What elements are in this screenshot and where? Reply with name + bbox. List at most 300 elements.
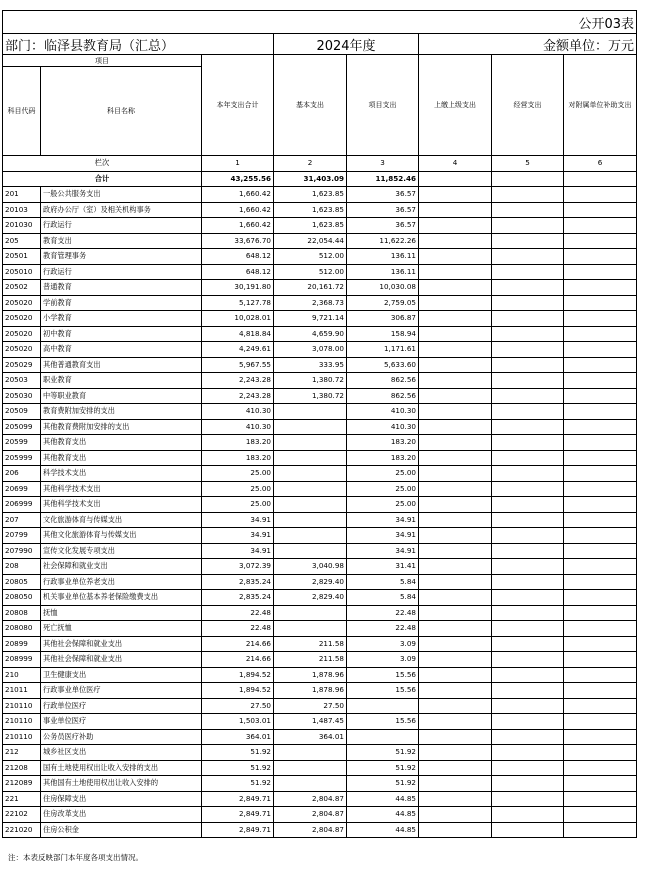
row-project: 44.85	[347, 807, 419, 823]
row-basic	[274, 605, 347, 621]
row-code: 205010	[3, 264, 41, 280]
table-row	[3, 295, 637, 311]
row-code: 210110	[3, 729, 41, 745]
row-code: 20599	[3, 435, 41, 451]
table-row	[3, 512, 637, 528]
row-subsidy	[564, 543, 637, 559]
table-row	[3, 435, 637, 451]
row-upper	[419, 776, 492, 792]
row-total: 2,849.71	[202, 822, 274, 838]
row-project: 44.85	[347, 822, 419, 838]
row-upper	[419, 636, 492, 652]
table-row	[3, 357, 637, 373]
row-basic: 2,804.87	[274, 822, 347, 838]
row-project: 183.20	[347, 450, 419, 466]
row-business	[492, 667, 564, 683]
table-row	[3, 683, 637, 699]
row-upper	[419, 357, 492, 373]
row-total: 214.66	[202, 652, 274, 668]
row-basic: 20,161.72	[274, 280, 347, 296]
row-total: 1,503.01	[202, 714, 274, 730]
row-total: 34.91	[202, 543, 274, 559]
row-total: 27.50	[202, 698, 274, 714]
row-name: 教育支出	[41, 233, 202, 249]
row-project: 51.92	[347, 760, 419, 776]
row-subsidy	[564, 807, 637, 823]
row-total: 10,028.01	[202, 311, 274, 327]
row-upper	[419, 714, 492, 730]
row-basic	[274, 528, 347, 544]
row-basic: 512.00	[274, 264, 347, 280]
row-upper	[419, 373, 492, 389]
table-row	[3, 202, 637, 218]
row-business	[492, 745, 564, 761]
row-code: 221	[3, 791, 41, 807]
row-name: 其他科学技术支出	[41, 481, 202, 497]
row-total: 183.20	[202, 450, 274, 466]
row-basic: 211.58	[274, 636, 347, 652]
row-total: 5,967.55	[202, 357, 274, 373]
row-subsidy	[564, 590, 637, 606]
row-upper	[419, 295, 492, 311]
table-body	[3, 156, 637, 838]
row-upper	[419, 466, 492, 482]
row-basic: 512.00	[274, 249, 347, 265]
row-name: 行政单位医疗	[41, 698, 202, 714]
row-business	[492, 233, 564, 249]
row-code: 21208	[3, 760, 41, 776]
row-name: 中等职业教育	[41, 388, 202, 404]
row-subsidy	[564, 326, 637, 342]
row-name: 普通教育	[41, 280, 202, 296]
expenditure-sheet	[2, 10, 636, 838]
table-row	[3, 342, 637, 358]
row-project: 22.48	[347, 605, 419, 621]
row-upper	[419, 528, 492, 544]
table-row	[3, 605, 637, 621]
unit-label: 金额单位：万元	[419, 34, 637, 55]
row-total: 25.00	[202, 466, 274, 482]
row-subsidy	[564, 698, 637, 714]
row-subsidy	[564, 233, 637, 249]
row-total: 30,191.80	[202, 280, 274, 296]
table-row	[3, 388, 637, 404]
row-upper	[419, 388, 492, 404]
row-basic: 1,487.45	[274, 714, 347, 730]
row-basic: 1,380.72	[274, 373, 347, 389]
row-business	[492, 590, 564, 606]
row-upper	[419, 264, 492, 280]
table-row	[3, 218, 637, 234]
row-project: 34.91	[347, 512, 419, 528]
row-total: 51.92	[202, 745, 274, 761]
header-name: 科目名称	[41, 67, 202, 156]
row-upper	[419, 791, 492, 807]
row-total: 410.30	[202, 419, 274, 435]
row-upper	[419, 497, 492, 513]
row-business	[492, 807, 564, 823]
row-name: 住房保障支出	[41, 791, 202, 807]
row-total: 1,660.42	[202, 218, 274, 234]
row-code: 205999	[3, 450, 41, 466]
total-label: 合计	[3, 171, 202, 187]
total-project: 11,852.46	[347, 171, 419, 187]
row-basic: 1,878.96	[274, 667, 347, 683]
row-code: 210110	[3, 698, 41, 714]
row-basic: 211.58	[274, 652, 347, 668]
row-project: 36.57	[347, 218, 419, 234]
row-business	[492, 683, 564, 699]
department-label: 部门：临泽县教育局（汇总）	[3, 34, 274, 55]
row-code: 205099	[3, 419, 41, 435]
row-total: 22.48	[202, 605, 274, 621]
row-name: 行政事业单位医疗	[41, 683, 202, 699]
table-row	[3, 745, 637, 761]
row-total: 2,835.24	[202, 590, 274, 606]
row-project: 51.92	[347, 745, 419, 761]
table-row	[3, 528, 637, 544]
row-business	[492, 497, 564, 513]
row-code: 20799	[3, 528, 41, 544]
row-business	[492, 202, 564, 218]
row-code: 20699	[3, 481, 41, 497]
row-business	[492, 559, 564, 575]
row-upper	[419, 404, 492, 420]
row-business	[492, 636, 564, 652]
row-code: 20899	[3, 636, 41, 652]
total-upper	[419, 171, 492, 187]
header-row-1	[3, 55, 637, 67]
row-basic	[274, 745, 347, 761]
row-business	[492, 481, 564, 497]
table-row	[3, 543, 637, 559]
row-upper	[419, 760, 492, 776]
row-subsidy	[564, 745, 637, 761]
row-upper	[419, 807, 492, 823]
row-business	[492, 249, 564, 265]
row-name: 公务员医疗补助	[41, 729, 202, 745]
row-business	[492, 342, 564, 358]
table-row	[3, 621, 637, 637]
row-name: 其他教育支出	[41, 435, 202, 451]
row-project: 36.57	[347, 187, 419, 203]
row-business	[492, 326, 564, 342]
row-total: 2,243.28	[202, 388, 274, 404]
row-total: 5,127.78	[202, 295, 274, 311]
row-project: 306.87	[347, 311, 419, 327]
row-code: 205030	[3, 388, 41, 404]
row-total: 22.48	[202, 621, 274, 637]
row-code: 205020	[3, 311, 41, 327]
row-business	[492, 388, 564, 404]
row-total: 34.91	[202, 512, 274, 528]
row-name: 政府办公厅（室）及相关机构事务	[41, 202, 202, 218]
row-upper	[419, 543, 492, 559]
row-name: 行政事业单位养老支出	[41, 574, 202, 590]
table-row	[3, 760, 637, 776]
row-subsidy	[564, 264, 637, 280]
row-code: 212089	[3, 776, 41, 792]
row-subsidy	[564, 791, 637, 807]
table-row	[3, 791, 637, 807]
row-code: 208	[3, 559, 41, 575]
year-label: 2024年度	[274, 34, 419, 55]
row-total: 2,835.24	[202, 574, 274, 590]
table-row	[3, 450, 637, 466]
row-name: 机关事业单位基本养老保险缴费支出	[41, 590, 202, 606]
row-name: 住房公积金	[41, 822, 202, 838]
row-code: 205029	[3, 357, 41, 373]
row-total: 25.00	[202, 481, 274, 497]
row-name: 住房改革支出	[41, 807, 202, 823]
row-name: 职业教育	[41, 373, 202, 389]
row-project: 15.56	[347, 667, 419, 683]
row-project	[347, 729, 419, 745]
table-row	[3, 714, 637, 730]
row-total: 214.66	[202, 636, 274, 652]
row-upper	[419, 326, 492, 342]
table-row	[3, 729, 637, 745]
table-row	[3, 233, 637, 249]
row-upper	[419, 745, 492, 761]
row-business	[492, 714, 564, 730]
table-row	[3, 249, 637, 265]
row-subsidy	[564, 605, 637, 621]
row-upper	[419, 202, 492, 218]
table-row	[3, 667, 637, 683]
row-basic: 2,804.87	[274, 807, 347, 823]
row-upper	[419, 729, 492, 745]
table-row	[3, 419, 637, 435]
row-basic	[274, 776, 347, 792]
row-code: 205	[3, 233, 41, 249]
row-subsidy	[564, 388, 637, 404]
table-row	[3, 326, 637, 342]
table-row	[3, 187, 637, 203]
row-basic: 4,659.90	[274, 326, 347, 342]
row-project: 34.91	[347, 528, 419, 544]
seq-col-6: 6	[564, 156, 637, 172]
header-basic: 基本支出	[274, 55, 347, 156]
row-business	[492, 419, 564, 435]
row-upper	[419, 652, 492, 668]
row-upper	[419, 698, 492, 714]
row-basic	[274, 435, 347, 451]
row-subsidy	[564, 187, 637, 203]
row-name: 其他文化旅游体育与传媒支出	[41, 528, 202, 544]
row-project: 36.57	[347, 202, 419, 218]
row-total: 1,660.42	[202, 202, 274, 218]
row-basic: 1,878.96	[274, 683, 347, 699]
row-name: 小学教育	[41, 311, 202, 327]
row-name: 城乡社区支出	[41, 745, 202, 761]
row-project: 25.00	[347, 481, 419, 497]
row-project: 862.56	[347, 388, 419, 404]
row-business	[492, 280, 564, 296]
row-upper	[419, 342, 492, 358]
row-upper	[419, 311, 492, 327]
row-basic	[274, 481, 347, 497]
row-project: 5.84	[347, 574, 419, 590]
row-total: 51.92	[202, 776, 274, 792]
row-name: 死亡抚恤	[41, 621, 202, 637]
header-project: 项目支出	[347, 55, 419, 156]
row-code: 22102	[3, 807, 41, 823]
row-code: 21011	[3, 683, 41, 699]
row-business	[492, 543, 564, 559]
row-total: 4,818.84	[202, 326, 274, 342]
row-subsidy	[564, 497, 637, 513]
total-basic: 31,403.09	[274, 171, 347, 187]
row-name: 行政运行	[41, 218, 202, 234]
row-basic	[274, 419, 347, 435]
row-code: 210	[3, 667, 41, 683]
row-project: 3.09	[347, 636, 419, 652]
row-upper	[419, 450, 492, 466]
row-name: 文化旅游体育与传媒支出	[41, 512, 202, 528]
row-business	[492, 791, 564, 807]
row-name: 其他普通教育支出	[41, 357, 202, 373]
row-total: 1,894.52	[202, 683, 274, 699]
row-upper	[419, 481, 492, 497]
row-basic	[274, 543, 347, 559]
row-code: 208999	[3, 652, 41, 668]
table-row	[3, 807, 637, 823]
row-name: 学前教育	[41, 295, 202, 311]
row-total: 648.12	[202, 264, 274, 280]
row-basic: 364.01	[274, 729, 347, 745]
row-subsidy	[564, 435, 637, 451]
row-business	[492, 822, 564, 838]
row-business	[492, 512, 564, 528]
row-upper	[419, 187, 492, 203]
row-business	[492, 652, 564, 668]
row-basic	[274, 404, 347, 420]
row-business	[492, 357, 564, 373]
row-total: 648.12	[202, 249, 274, 265]
row-name: 抚恤	[41, 605, 202, 621]
seq-col-4: 4	[419, 156, 492, 172]
seq-col-1: 1	[202, 156, 274, 172]
row-name: 教育管理事务	[41, 249, 202, 265]
total-business	[492, 171, 564, 187]
row-subsidy	[564, 218, 637, 234]
row-total: 183.20	[202, 435, 274, 451]
row-business	[492, 528, 564, 544]
row-project: 862.56	[347, 373, 419, 389]
row-subsidy	[564, 528, 637, 544]
header-subsidy: 对附属单位补助支出	[564, 55, 637, 156]
row-business	[492, 264, 564, 280]
table-row	[3, 698, 637, 714]
row-name: 卫生健康支出	[41, 667, 202, 683]
row-subsidy	[564, 636, 637, 652]
row-total: 3,072.39	[202, 559, 274, 575]
row-business	[492, 404, 564, 420]
row-project: 11,622.26	[347, 233, 419, 249]
seq-row	[3, 156, 637, 172]
row-code: 20503	[3, 373, 41, 389]
row-subsidy	[564, 357, 637, 373]
row-business	[492, 373, 564, 389]
row-basic: 3,040.98	[274, 559, 347, 575]
row-upper	[419, 683, 492, 699]
row-basic: 3,078.00	[274, 342, 347, 358]
row-project: 1,171.61	[347, 342, 419, 358]
row-total: 33,676.70	[202, 233, 274, 249]
row-basic	[274, 466, 347, 482]
row-basic: 9,721.14	[274, 311, 347, 327]
row-name: 教育费附加安排的支出	[41, 404, 202, 420]
row-total: 51.92	[202, 760, 274, 776]
row-business	[492, 776, 564, 792]
row-code: 20509	[3, 404, 41, 420]
row-subsidy	[564, 574, 637, 590]
row-code: 207990	[3, 543, 41, 559]
header-upper: 上缴上级支出	[419, 55, 492, 156]
table-row	[3, 466, 637, 482]
row-code: 205020	[3, 342, 41, 358]
seq-label: 栏次	[3, 156, 202, 172]
row-subsidy	[564, 481, 637, 497]
row-project: 31.41	[347, 559, 419, 575]
row-upper	[419, 218, 492, 234]
header-total: 本年支出合计	[202, 55, 274, 156]
row-business	[492, 311, 564, 327]
table-row	[3, 590, 637, 606]
total-subsidy	[564, 171, 637, 187]
row-upper	[419, 605, 492, 621]
row-code: 20103	[3, 202, 41, 218]
row-subsidy	[564, 621, 637, 637]
row-project: 5.84	[347, 590, 419, 606]
table-row	[3, 311, 637, 327]
row-basic	[274, 760, 347, 776]
row-subsidy	[564, 419, 637, 435]
row-project: 44.85	[347, 791, 419, 807]
row-basic: 27.50	[274, 698, 347, 714]
row-project: 136.11	[347, 264, 419, 280]
row-project: 183.20	[347, 435, 419, 451]
row-code: 210110	[3, 714, 41, 730]
table-row	[3, 574, 637, 590]
row-basic	[274, 497, 347, 513]
row-upper	[419, 249, 492, 265]
row-business	[492, 187, 564, 203]
row-name: 初中教育	[41, 326, 202, 342]
row-code: 205020	[3, 326, 41, 342]
row-basic: 333.95	[274, 357, 347, 373]
row-name: 国有土地使用权出让收入安排的支出	[41, 760, 202, 776]
row-project: 34.91	[347, 543, 419, 559]
row-project: 410.30	[347, 419, 419, 435]
row-subsidy	[564, 311, 637, 327]
row-upper	[419, 574, 492, 590]
row-project: 22.48	[347, 621, 419, 637]
row-upper	[419, 435, 492, 451]
row-subsidy	[564, 667, 637, 683]
row-code: 205020	[3, 295, 41, 311]
row-code: 20501	[3, 249, 41, 265]
row-upper	[419, 822, 492, 838]
row-subsidy	[564, 729, 637, 745]
row-project: 158.94	[347, 326, 419, 342]
row-project: 25.00	[347, 497, 419, 513]
footnote: 注：本表反映部门本年度各项支出情况。	[8, 853, 143, 862]
seq-col-2: 2	[274, 156, 347, 172]
row-code: 212	[3, 745, 41, 761]
form-number-row	[3, 11, 637, 34]
